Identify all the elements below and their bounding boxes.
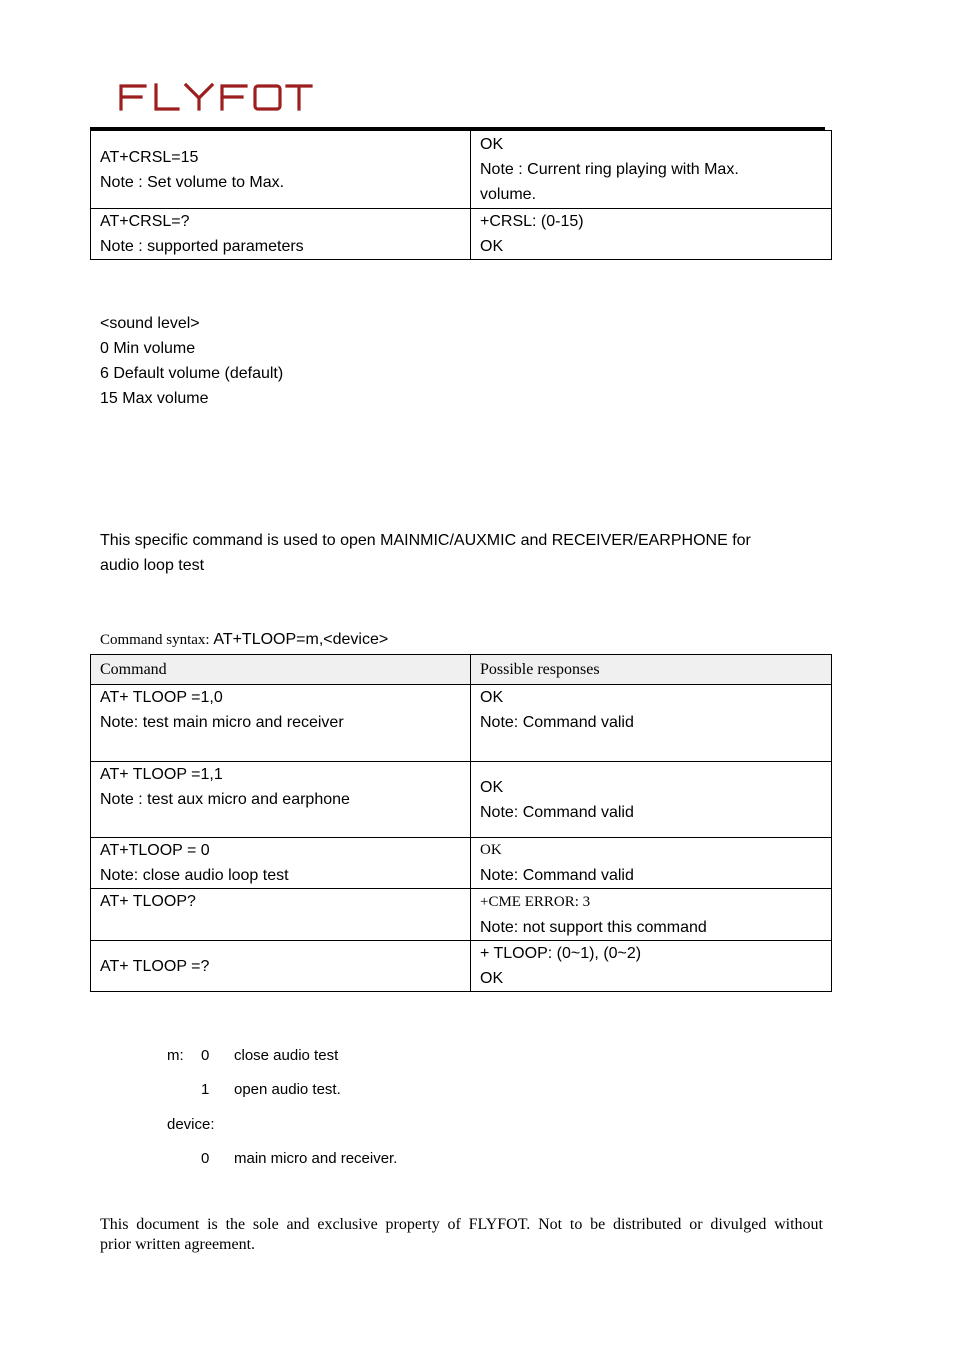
tloop-table xyxy=(90,654,832,992)
description xyxy=(100,528,751,578)
response-text: OK xyxy=(480,136,504,153)
sound-level-title: <sound level> xyxy=(100,315,200,332)
response-note: Note : Current ring playing with Max. xyxy=(480,161,739,178)
table-row xyxy=(91,685,832,762)
crsl-table xyxy=(90,130,832,260)
footer-line: prior written agreement. xyxy=(100,1236,256,1253)
syntax-label: Command syntax: xyxy=(100,632,214,648)
response-note-cont: volume. xyxy=(480,186,537,203)
list-item: 6 Default volume (default) xyxy=(100,365,284,382)
command-note: Note : test aux micro and earphone xyxy=(100,791,350,808)
response-text: + TLOOP: (0~1), (0~2) xyxy=(480,945,642,962)
response-text: OK xyxy=(480,689,504,706)
table-row xyxy=(91,941,832,992)
response-note: Note: Command valid xyxy=(480,714,634,731)
response-text: +CRSL: (0-15) xyxy=(480,213,584,230)
command-text: AT+ TLOOP? xyxy=(100,893,196,910)
response-note: Note: Command valid xyxy=(480,803,634,821)
footer-line: This document is the sole and exclusive property of FLYFOT. Not to be distributed or divulged without xyxy=(100,1216,823,1233)
flyfot-logo xyxy=(118,80,313,114)
command-cell xyxy=(91,941,471,992)
command-note: Note : Set volume to Max. xyxy=(100,173,285,191)
command-cell xyxy=(91,889,471,941)
command-note: Note: test main micro and receiver xyxy=(100,714,344,731)
param-code: 0 xyxy=(201,1150,210,1167)
response-cell xyxy=(471,762,832,838)
response-text: OK xyxy=(480,778,504,796)
command-text: AT+TLOOP = 0 xyxy=(100,842,210,859)
command-cell xyxy=(91,838,471,889)
response-cell xyxy=(471,838,832,889)
logo-wordmark xyxy=(118,80,313,114)
command-note: Note : supported parameters xyxy=(100,238,304,255)
response-text: OK xyxy=(480,238,504,255)
syntax-value: AT+TLOOP=m,<device> xyxy=(213,631,389,648)
list-item: 0 Min volume xyxy=(100,340,196,357)
response-text: +CME ERROR: 3 xyxy=(480,893,591,910)
table-header-row xyxy=(91,655,832,685)
table-row xyxy=(91,838,832,889)
response-cell xyxy=(471,685,832,762)
command-cell xyxy=(91,131,471,209)
command-text: AT+CRSL=? xyxy=(100,213,190,230)
command-text: AT+CRSL=15 xyxy=(100,148,199,166)
param-code: 0 xyxy=(201,1047,210,1064)
command-note: Note: close audio loop test xyxy=(100,867,289,884)
response-cell xyxy=(471,889,832,941)
param-desc: open audio test. xyxy=(234,1081,341,1098)
column-header: Command xyxy=(91,655,471,685)
table-row xyxy=(91,209,832,260)
command-cell xyxy=(91,209,471,260)
table-row xyxy=(91,889,832,941)
response-note: Note: Command valid xyxy=(480,867,634,884)
response-cell xyxy=(471,209,832,260)
param-desc: main micro and receiver. xyxy=(234,1150,398,1167)
response-note: Note: not support this command xyxy=(480,918,707,936)
footer-notice xyxy=(100,1215,823,1255)
response-text: OK xyxy=(480,970,504,987)
command-text: AT+ TLOOP =1,0 xyxy=(100,689,223,706)
command-cell xyxy=(91,685,471,762)
param-code: 1 xyxy=(201,1081,210,1098)
param-m-label: m: xyxy=(167,1047,184,1064)
param-desc: close audio test xyxy=(234,1047,339,1064)
response-text: OK xyxy=(480,842,502,858)
description-line: audio loop test xyxy=(100,557,205,574)
description-line: This specific command is used to open MAINMIC/AUXMIC and RECEIVER/EARPHONE for xyxy=(100,532,751,549)
list-item: 15 Max volume xyxy=(100,390,209,407)
command-text: AT+ TLOOP =? xyxy=(100,957,210,975)
response-cell xyxy=(471,131,832,209)
command-text: AT+ TLOOP =1,1 xyxy=(100,766,223,783)
column-header: Possible responses xyxy=(471,655,832,685)
command-syntax xyxy=(100,629,388,651)
command-cell xyxy=(91,762,471,838)
response-cell xyxy=(471,941,832,992)
param-device-label: device: xyxy=(167,1116,215,1133)
sound-level-block xyxy=(100,311,283,411)
table-row xyxy=(91,131,832,209)
table-row xyxy=(91,762,832,838)
